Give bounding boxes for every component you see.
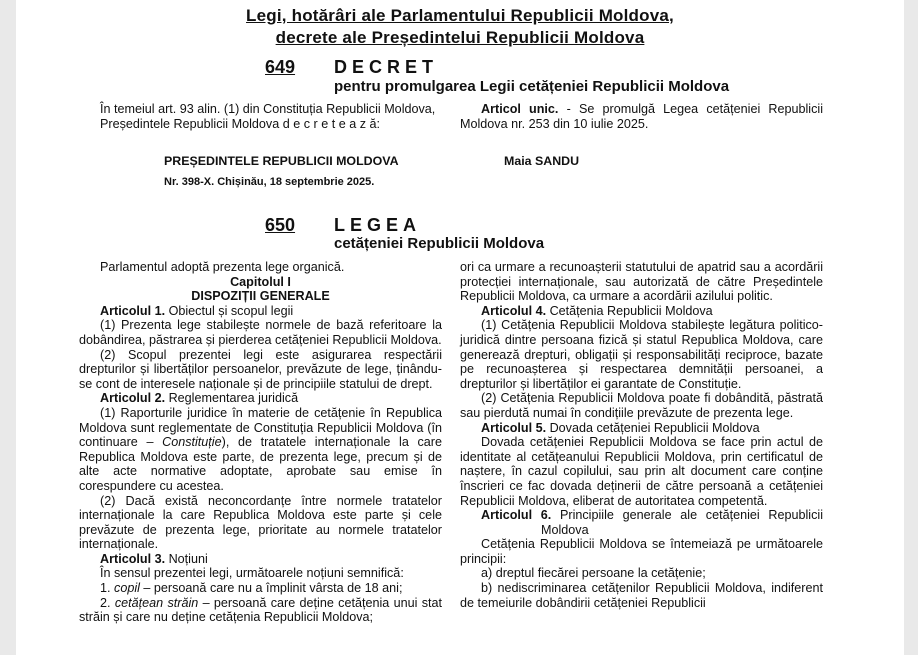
chapter-title: DISPOZIȚII GENERALE	[191, 289, 330, 304]
law-type: LEGEA	[334, 215, 422, 235]
decree-reference: Nr. 398-X. Chișinău, 18 septembrie 2025.	[164, 176, 375, 188]
article-6-intro: Cetățenia Republicii Moldova se întemeiază pe următoarele principii:	[460, 537, 823, 566]
article-6-heading	[460, 508, 823, 537]
def-2-number: 2.	[100, 595, 115, 610]
article-3-heading	[79, 552, 442, 567]
article-6-item-b: b) nediscriminarea cetățenilor Republicii Moldova, indiferent de temeiurile dobândirii cetățeniei Republicii	[460, 581, 823, 610]
def-2-term: cetățean străin	[114, 595, 199, 610]
decree-preamble: În temeiul art. 93 alin. (1) din Constituția Republicii Moldova,	[100, 102, 436, 116]
decree-left-column	[79, 102, 442, 131]
article-2-para-1-a: (1) Raporturile juridice în materie de cetățenie în Republica Moldova sunt reglementate de Constituția Republicii Moldova (în continuare –	[79, 405, 442, 450]
article-5-para-1: Dovada cetățeniei Republicii Moldova se face prin actul de identitate al cetățeanului Republicii Moldova, prin certificatul de naștere, în cazul copilului, sau prin alt document care conține înscrieri ce fac dovada deținerii de către persoană a cetățeniei Republicii Moldova, eliberat de autoritatea competentă.	[460, 435, 823, 508]
article-2-para-1-b: ), de tratatele internaționale la care Republica Moldova este parte, de prezenta lege, precum și de alte acte normative adoptate, aprobate sau emise în corespundere cu acestea.	[79, 435, 442, 493]
article-6-name: Principiile generale ale cetățeniei Republicii Moldova	[541, 508, 823, 537]
article-2-name: Reglementarea juridică	[165, 391, 299, 406]
article-1-para-1: (1) Prezenta lege stabilește normele de bază referitoare la dobândirea, păstrarea și pierderea cetățeniei Republicii Moldova.	[79, 318, 442, 347]
article-4-para-1: (1) Cetățenia Republicii Moldova stabilește legătura politico-juridică dintre persoana fizică și statul Republica Moldova, care generează drepturi, obligații și responsabilități reciproce, bazate pe recunoașterea și respectarea demnității persoanei, a drepturilor și libertăților ei garantate de Constituție.	[460, 318, 823, 391]
def-1-term: copil	[114, 581, 140, 596]
article-3-def-1	[79, 581, 442, 596]
decree-article	[460, 102, 823, 131]
continued-text: ori ca urmare a recunoașterii statutului de apatrid sau a acordării protecției internaționale, sau autorizată de către Președintele Republicii Moldova, ca urmare a acordării azilului politic.	[460, 260, 823, 304]
law-right-column	[460, 260, 823, 610]
article-5-heading	[460, 421, 823, 436]
decree-article-text: - Se promulgă Legea cetățeniei Republicii Moldova nr. 253 din 10 iulie 2025.	[460, 102, 823, 131]
article-1-name: Obiectul și scopul legii	[165, 303, 294, 318]
article-5-title: Articolul 5.	[481, 420, 547, 435]
decree-article-title: Articol unic.	[481, 102, 559, 116]
article-3-title: Articolul 3.	[100, 551, 166, 566]
decree-type: DECRET	[334, 57, 439, 77]
article-2-para-1-term: Constituție	[162, 435, 222, 450]
def-1-text: – persoană care nu a împlinit vârsta de 18 ani;	[139, 581, 403, 596]
article-1-title: Articolul 1.	[100, 303, 166, 318]
def-2-text: – persoană care deține cetățenia unui stat străin și care nu deține cetățenia Republicii Moldova;	[79, 595, 442, 625]
decree-number: 649	[265, 57, 296, 77]
article-2-heading	[79, 391, 442, 406]
decree-subtitle: pentru promulgarea Legii cetățeniei Republicii Moldova	[334, 78, 730, 95]
article-4-para-2: (2) Cetățenia Republicii Moldova poate fi dobândită, păstrată sau pierdută numai în condițiile prevăzute de prezenta lege.	[460, 391, 823, 420]
decree-decrees: Președintele Republicii Moldova d e c r e t e a z ă:	[100, 116, 381, 131]
article-3-name: Noțiuni	[165, 551, 208, 566]
law-subtitle: cetățeniei Republicii Moldova	[334, 235, 545, 252]
article-1-heading	[79, 304, 442, 319]
article-4-name: Cetățenia Republicii Moldova	[546, 303, 713, 318]
section-header-line1: Legi, hotărâri ale Parlamentului Republicii Moldova,	[246, 6, 674, 25]
signer-name: Maia SANDU	[504, 154, 580, 168]
def-1-number: 1.	[100, 581, 115, 596]
article-1-para-2: (2) Scopul prezentei legi este asigurarea respectării drepturilor și libertăților persoanelor, prevăzute de lege, ținându-se cont de interesele naționale și de principiile statului de drept.	[79, 347, 442, 391]
chapter-label: Capitolul I	[230, 274, 291, 289]
document-page	[16, 0, 904, 655]
article-2-para-2: (2) Dacă există neconcordanțe între normele tratatelor internaționale la care Republica Moldova este parte și cele prevăzute de prezenta lege, prioritate au normele tratatelor internaționale.	[79, 493, 442, 552]
decree-right-column	[460, 102, 823, 131]
article-3-intro: În sensul prezentei legi, următoarele noțiuni semnifică:	[100, 566, 404, 581]
article-6-title: Articolul 6.	[481, 508, 552, 523]
signer-title: PREȘEDINTELE REPUBLICII MOLDOVA	[164, 154, 399, 168]
article-4-heading	[460, 304, 823, 319]
article-5-name: Dovada cetățeniei Republicii Moldova	[546, 420, 760, 435]
article-2-title: Articolul 2.	[100, 391, 166, 406]
article-3-def-2	[79, 596, 442, 625]
law-number: 650	[265, 215, 296, 235]
law-left-column	[79, 260, 442, 625]
article-6-item-a: a) dreptul fiecărei persoane la cetățenie;	[481, 566, 706, 581]
section-header-line2: decrete ale Președintelui Republicii Moldova	[275, 28, 645, 47]
law-intro: Parlamentul adoptă prezenta lege organică.	[100, 260, 345, 274]
article-2-para-1	[79, 406, 442, 494]
article-4-title: Articolul 4.	[481, 303, 547, 318]
